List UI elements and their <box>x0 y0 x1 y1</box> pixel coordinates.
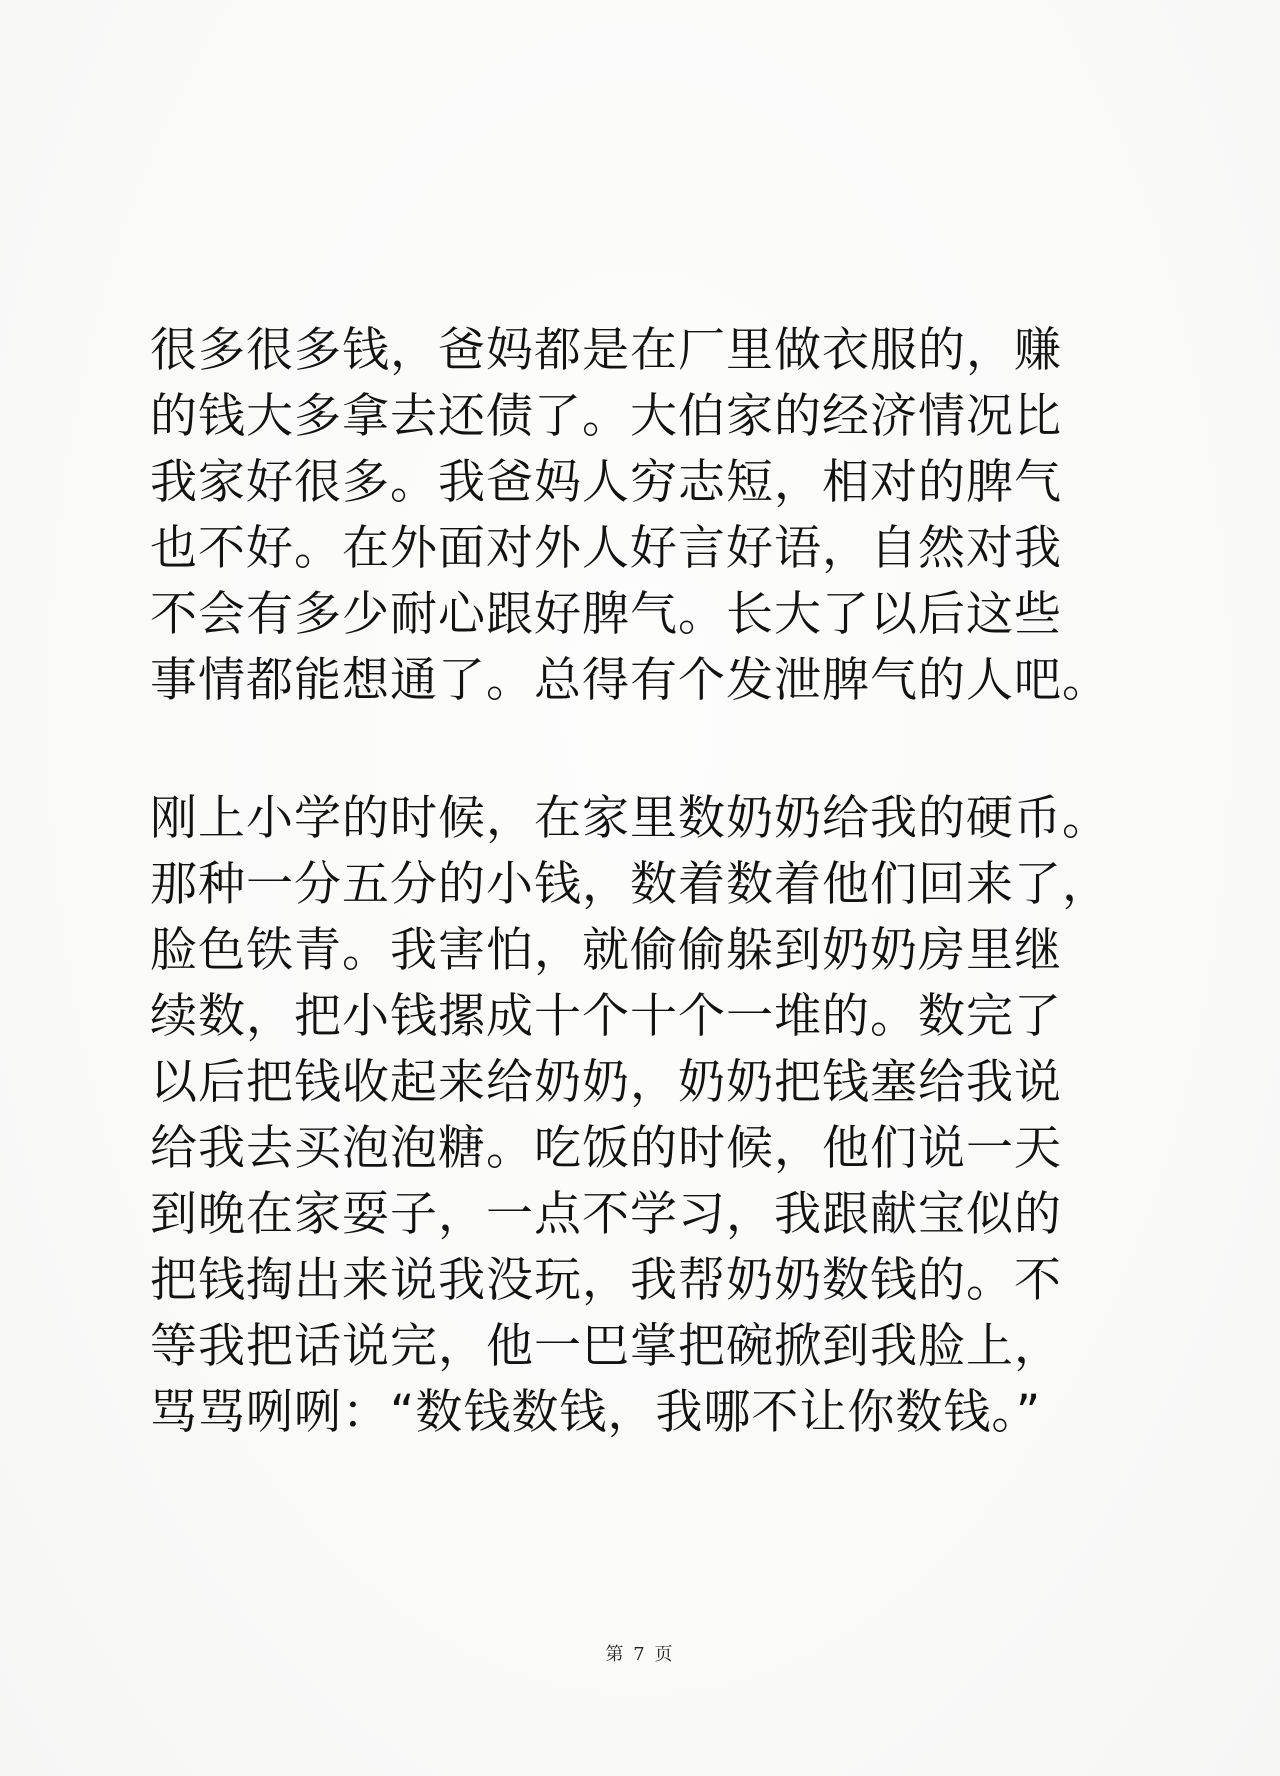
paragraph-line: 以后把钱收起来给奶奶，奶奶把钱塞给我说 <box>150 1055 1062 1110</box>
page-number: 第 7 页 <box>605 1644 675 1665</box>
paragraph-line: 我家好很多。我爸妈人穷志短，相对的脾气 <box>150 455 1062 510</box>
paragraph-line: 也不好。在外面对外人好言好语，自然对我 <box>150 521 1062 576</box>
paragraph-line: 的钱大多拿去还债了。大伯家的经济情况比 <box>150 389 1062 444</box>
paragraph-1 <box>150 318 1160 714</box>
paragraph-line: 不会有多少耐心跟好脾气。长大了以后这些 <box>150 587 1062 642</box>
paragraph-line: 到晚在家耍子，一点不学习，我跟献宝似的 <box>150 1187 1062 1242</box>
paragraph-line: 骂骂咧咧：“数钱数钱，我哪不让你数钱。” <box>150 1385 1042 1440</box>
paragraph-line: 把钱掏出来说我没玩，我帮奶奶数钱的。不 <box>150 1253 1062 1308</box>
paragraph-line: 事情都能想通了。总得有个发泄脾气的人吧。 <box>150 653 1110 708</box>
paragraph-line: 给我去买泡泡糖。吃饭的时候，他们说一天 <box>150 1121 1062 1176</box>
paragraph-2 <box>150 786 1160 1446</box>
paragraph-line: 续数，把小钱摞成十个十个一堆的。数完了 <box>150 989 1062 1044</box>
paragraph-line: 等我把话说完，他一巴掌把碗掀到我脸上， <box>150 1319 1062 1374</box>
paragraph-line: 脸色铁青。我害怕，就偷偷躲到奶奶房里继 <box>150 923 1062 978</box>
paragraph-line: 刚上小学的时候，在家里数奶奶给我的硬币。 <box>150 791 1110 846</box>
paragraph-line: 那种一分五分的小钱，数着数着他们回来了， <box>150 857 1110 912</box>
paragraph-line: 很多很多钱，爸妈都是在厂里做衣服的，赚 <box>150 323 1062 378</box>
